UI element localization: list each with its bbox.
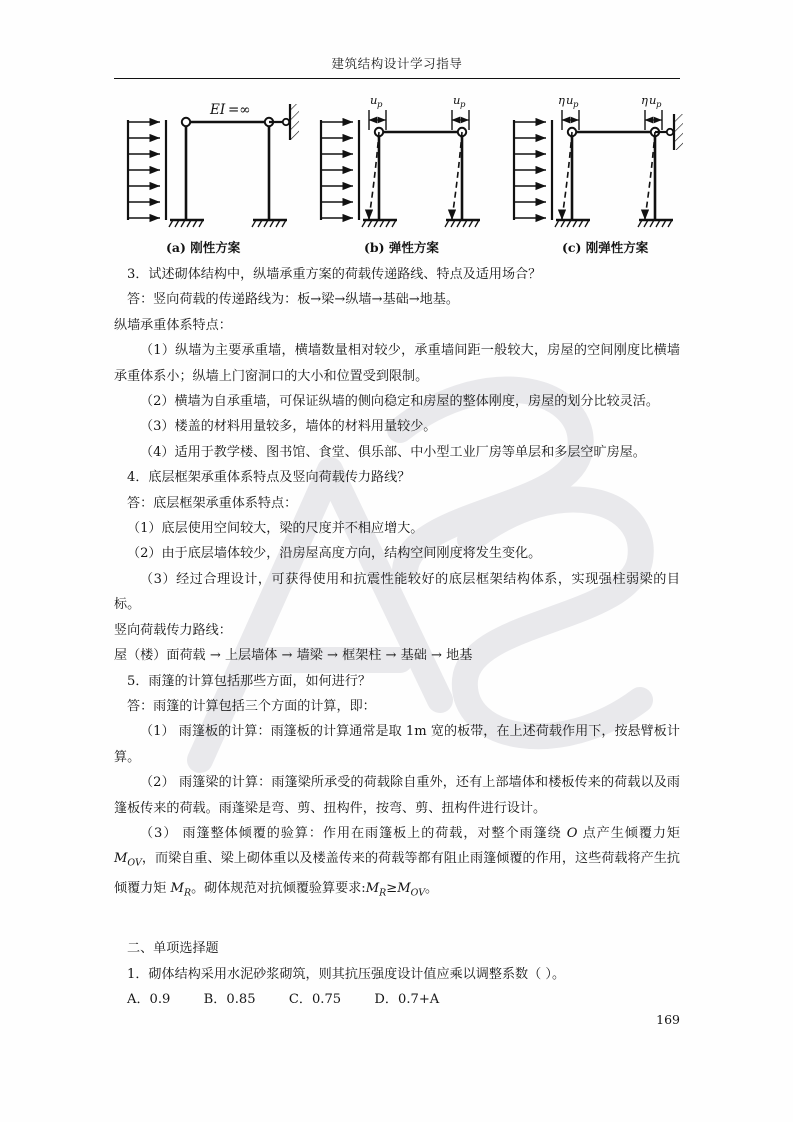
- q5-item3-text-1: （3） 雨篷整体倾覆的验算：作用在雨篷板上的荷载，对整个雨篷绕: [140, 825, 567, 841]
- svg-text:u: u: [370, 93, 378, 107]
- section-2-title: 二、单项选择题: [127, 941, 219, 957]
- svg-text:p: p: [573, 100, 579, 110]
- question-3-item-2: （2）横墙为自承重墙，可保证纵墙的侧向稳定和房屋的整体刚度，房屋的划分比较灵活。: [140, 394, 659, 410]
- q5-item3-text-2: 点产生倾覆力矩: [577, 825, 680, 841]
- question-4-item-3: （3）经过合理设计，可获得使用和抗震性能较好的底层框架结构体系，实现强柱弱梁的目标。: [114, 571, 680, 613]
- figure-caption-b: (b) 弹性方案: [364, 240, 439, 255]
- question-5-item-1: （1） 雨篷板的计算：雨篷板的计算通常是取 1m 宽的板带，在上述荷载作用下，按悬臂板计算。: [114, 724, 680, 765]
- q5-item3-text-3: ，而梁自重、梁上砌体重以及楼盖传来的荷载等都有阻止雨篷倾覆的作用，这些荷载将产生抗倾覆力矩: [114, 851, 680, 897]
- point-o-symbol: O: [566, 825, 578, 841]
- question-4-item-1: （1）底层使用空间较大，梁的尺度并不相应增大。: [127, 521, 424, 537]
- moment-mov-subscript: OV: [127, 857, 142, 869]
- figure-caption-a: (a) 刚性方案: [166, 240, 241, 255]
- figure-caption-c: (c) 刚弹性方案: [562, 240, 649, 255]
- question-4-item-2: （2）由于底层墙体较少，沿房屋高度方向，结构空间刚度将发生变化。: [127, 546, 542, 562]
- running-head: [114, 56, 680, 72]
- section-gap: [114, 906, 680, 936]
- q5-item3-period: 。: [425, 881, 439, 897]
- inequality-operator: ≥: [386, 881, 398, 897]
- moment-mr-symbol: M: [170, 881, 184, 897]
- q5-item3-text-4: 。砌体规范对抗倾覆验算要求:: [191, 881, 366, 897]
- page-number: 169: [656, 1012, 680, 1027]
- body-text: [114, 262, 680, 1013]
- question-3-item-1: （1）纵墙为主要承重墙，横墙数量相对较少，承重墙间距一般较大，房屋的空间刚度比横墙承重体系小；纵墙上门窗洞口的大小和位置受到限制。: [114, 343, 680, 384]
- svg-text:u: u: [453, 93, 461, 107]
- scheme-c-rigid-elastic: [514, 93, 683, 227]
- multiple-choice-1: 1．砌体结构采用水泥砂浆砌筑，则其抗压强度设计值应乘以调整系数（ ）。: [127, 966, 566, 982]
- inequality-mov-symbol: M: [397, 881, 411, 897]
- svg-text:p: p: [656, 100, 662, 110]
- inequality-mov-subscript: OV: [410, 887, 426, 899]
- question-5-answer: 答：雨篷的计算包括三个方面的计算，即：: [127, 698, 376, 714]
- header-title: 建筑结构设计学习指导: [331, 56, 463, 71]
- svg-text:η: η: [641, 93, 648, 107]
- figure-captions: [114, 238, 684, 258]
- question-4: 4．底层框架承重体系特点及竖向荷载传力路线？: [127, 470, 411, 486]
- question-3-heading: 纵墙承重体系特点：: [114, 317, 232, 333]
- multiple-choice-1-options: A．0.9 B．0.85 C．0.75 D．0.7+A: [127, 992, 440, 1008]
- svg-text:u: u: [566, 93, 574, 107]
- question-5-item-2: （2） 雨篷梁的计算：雨篷梁所承受的荷载除自重外，还有上部墙体和楼板传来的荷载以及雨篷板传来的荷载。雨蓬梁是弯、剪、扭构件，按弯、剪、扭构件进行设计。: [114, 775, 680, 816]
- svg-text:EI: EI: [210, 102, 226, 118]
- moment-mov-symbol: M: [114, 851, 128, 867]
- svg-text:p: p: [460, 100, 466, 110]
- scheme-a-rigid: [128, 102, 299, 227]
- load-arrows-b: [321, 120, 359, 220]
- inequality-mr-symbol: M: [365, 881, 380, 897]
- question-3-item-3: （3）楼盖的材料用量较多，墙体的材料用量较少。: [140, 419, 437, 435]
- figure-structural-schemes: [114, 88, 684, 258]
- question-3-answer: 答：竖向荷载的传递路线为：板→梁→纵墙→基础→地基。: [127, 292, 459, 308]
- inequality-mr-subscript: R: [379, 887, 387, 899]
- header-rule: [114, 78, 680, 79]
- question-4-answer: 答：底层框架承重体系特点：: [127, 495, 298, 511]
- question-4-path-heading: 竖向荷载传力路线：: [114, 622, 232, 638]
- svg-text:=∞: =∞: [228, 102, 251, 118]
- svg-text:u: u: [649, 93, 657, 107]
- svg-text:p: p: [377, 100, 383, 110]
- svg-text:η: η: [558, 93, 565, 107]
- question-3-item-4: （4）适用于教学楼、图书馆、食堂、俱乐部、中小型工业厂房等单层和多层空旷房屋。: [140, 444, 646, 460]
- moment-mr-subscript: R: [183, 887, 192, 899]
- scheme-b-elastic: [321, 93, 480, 227]
- question-3: 3．试述砌体结构中，纵墙承重方案的荷载传递路线、特点及适用场合？: [127, 267, 542, 282]
- question-5: 5．雨篷的计算包括那些方面，如何进行？: [127, 673, 372, 689]
- load-arrows-c: [514, 120, 552, 220]
- question-5-item-3: [114, 821, 680, 906]
- question-4-load-path: 屋（楼）面荷载 → 上层墙体 → 墙梁 → 框架柱 → 基础 → 地基: [114, 648, 473, 664]
- load-arrows-a: [128, 120, 166, 220]
